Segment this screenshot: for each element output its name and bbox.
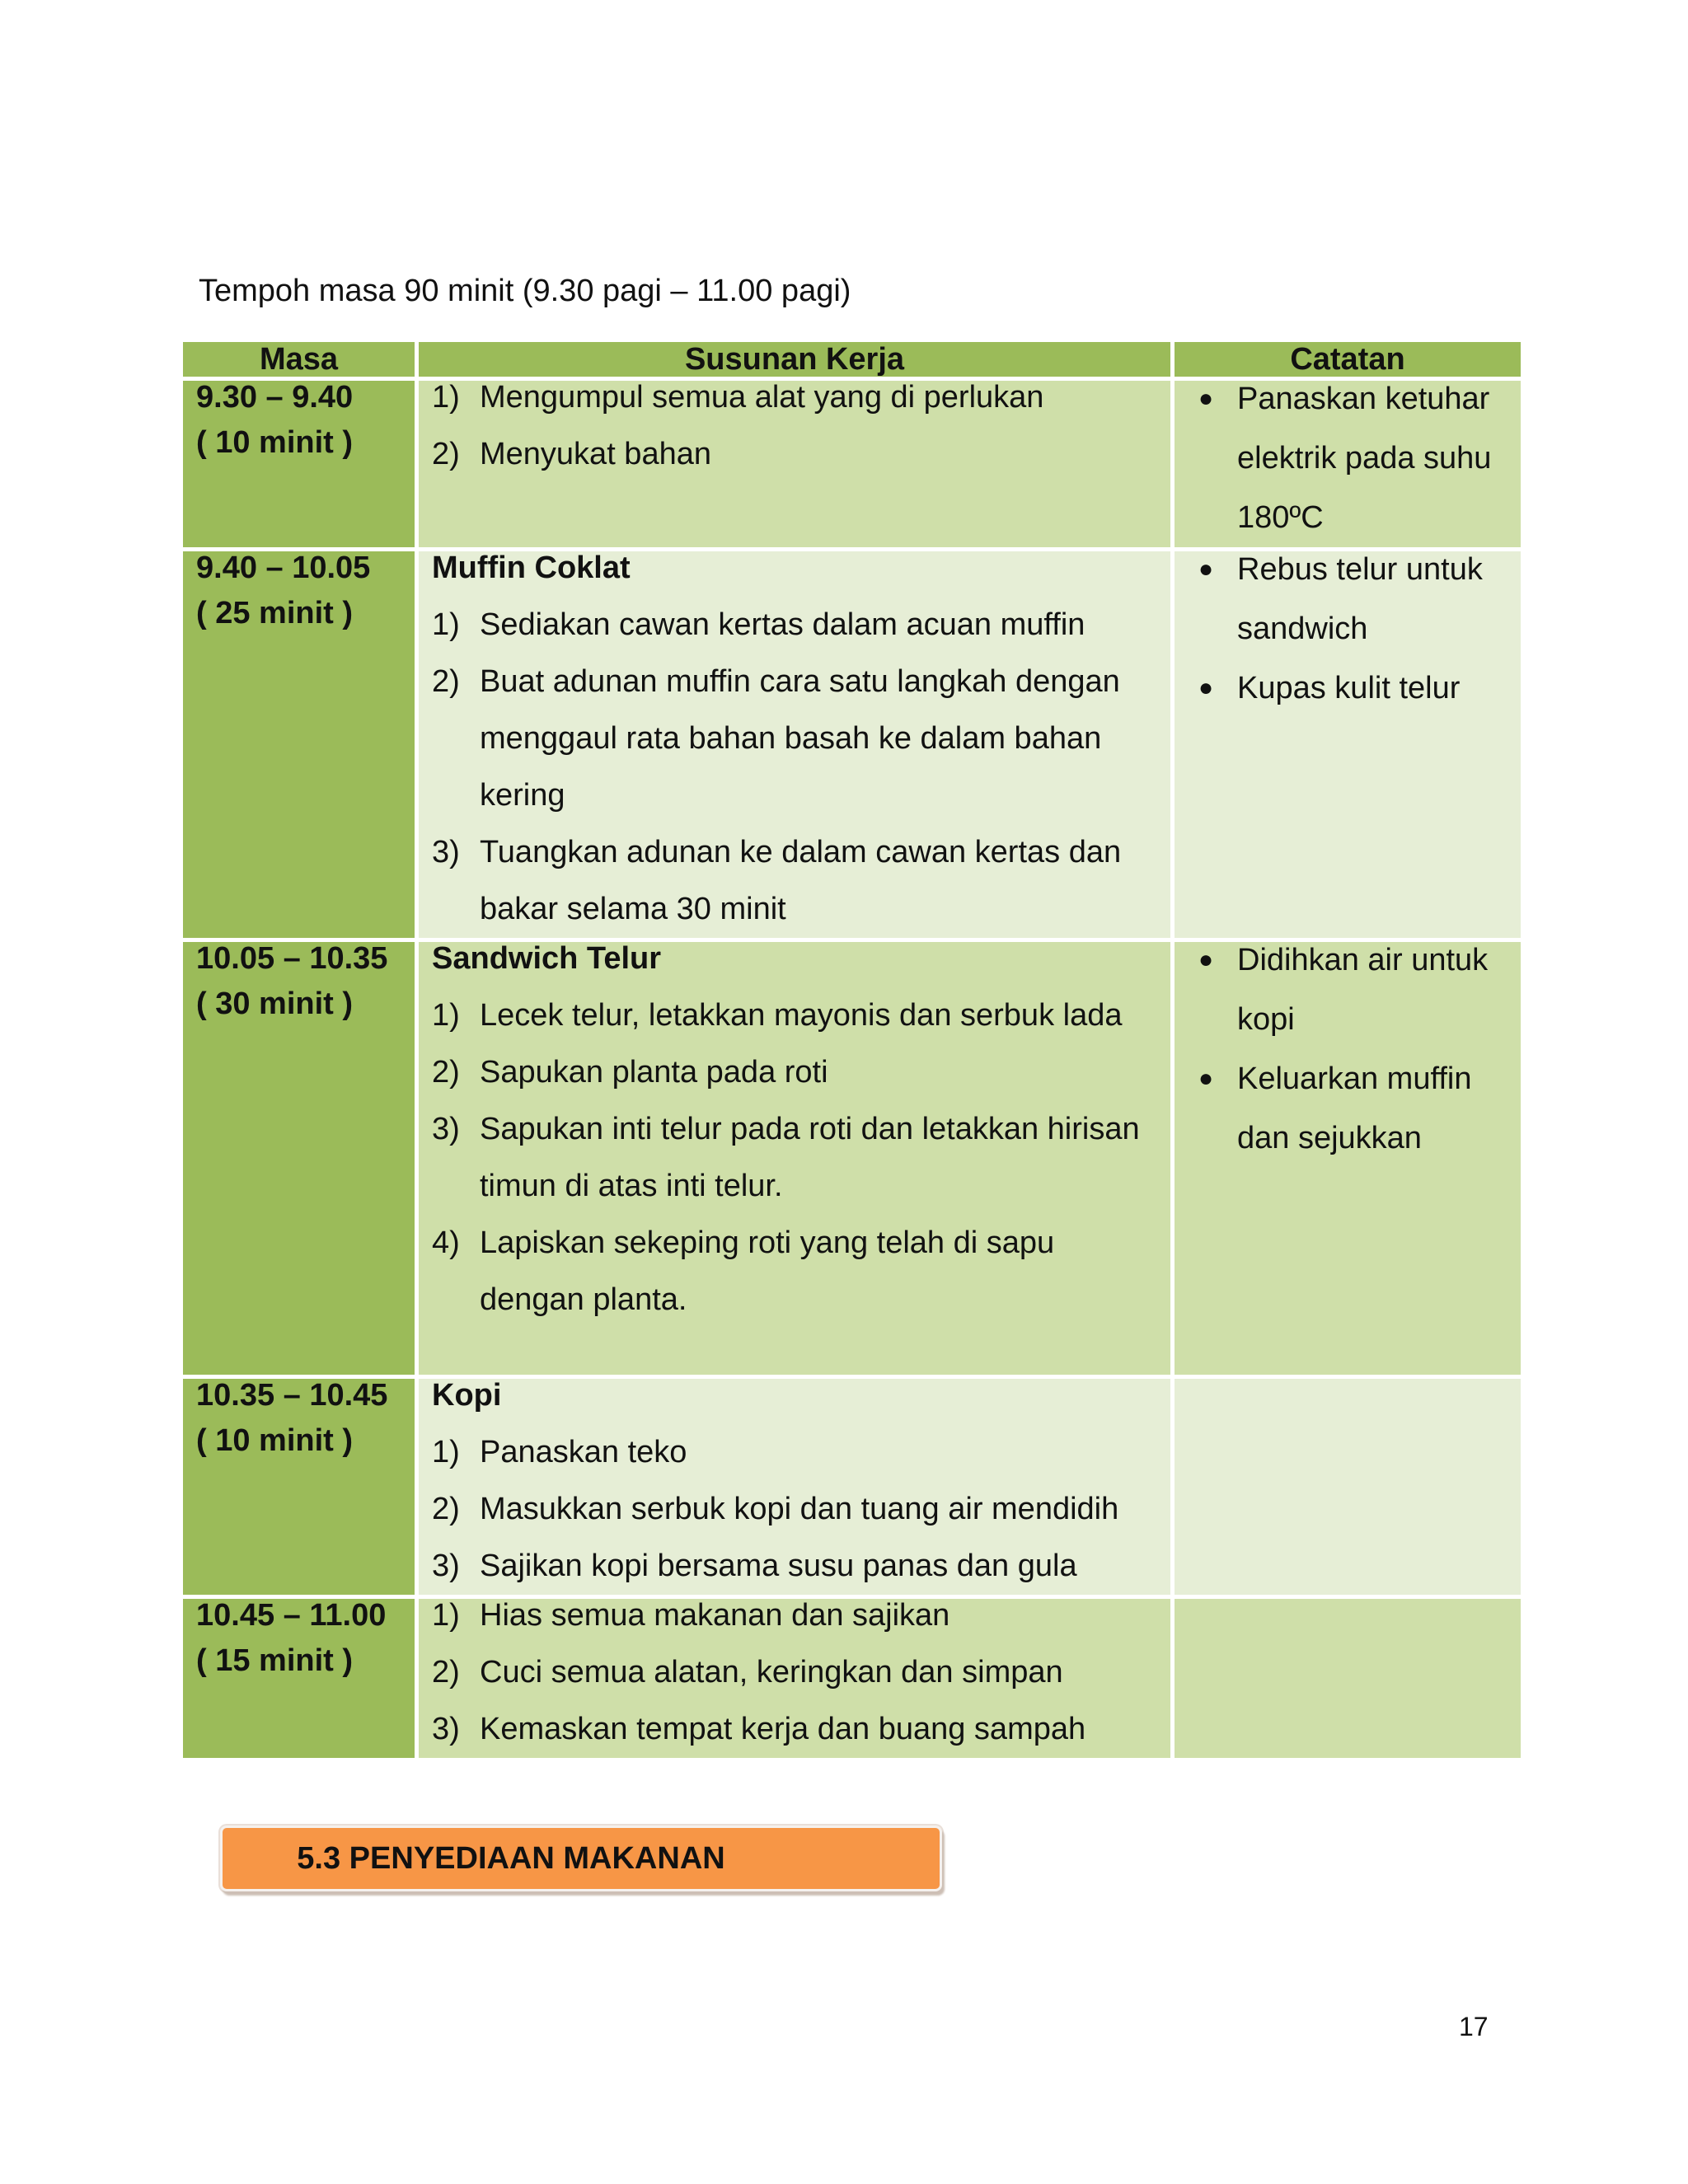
- step-number: 3): [432, 835, 460, 869]
- note-cell: [1175, 1599, 1521, 1758]
- work-cell: [419, 381, 1170, 547]
- time-cell: [183, 551, 415, 938]
- step-text: Lecek telur, letakkan mayonis dan serbuk lada: [480, 998, 1123, 1033]
- note-item: [1175, 658, 1521, 718]
- note-text: Panaskan ketuhar elektrik pada suhu 180ºC: [1237, 382, 1492, 535]
- bullet-icon: ●: [1198, 555, 1214, 583]
- table-row: [183, 1599, 1521, 1758]
- section-heading-button[interactable]: [220, 1825, 942, 1891]
- step-text: Masukkan serbuk kopi dan tuang air mendidih: [480, 1492, 1119, 1526]
- note-text: Kupas kulit telur: [1237, 671, 1461, 705]
- header-catatan: Catatan: [1175, 342, 1521, 377]
- work-step: [432, 1587, 1170, 1644]
- work-step: [432, 426, 1170, 483]
- note-cell: [1175, 551, 1521, 938]
- step-number: 3): [432, 1112, 460, 1146]
- step-text: Lapiskan sekeping roti yang telah di sapu dengan planta.: [480, 1226, 1055, 1317]
- step-text: Buat adunan muffin cara satu langkah dengan menggaul rata bahan basah ke dalam bahan kering: [480, 664, 1120, 813]
- time-range: 9.40 – 10.05: [196, 551, 371, 585]
- work-step: [432, 369, 1170, 426]
- time-range: 10.45 – 11.00: [196, 1598, 387, 1633]
- work-step: [432, 987, 1170, 1044]
- table-row: [183, 942, 1521, 1375]
- work-cell: [419, 1599, 1170, 1758]
- step-number: 2): [432, 437, 460, 471]
- schedule-intro: Tempoh masa 90 minit (9.30 pagi – 11.00 pagi): [199, 274, 851, 308]
- step-number: 1): [432, 1598, 460, 1633]
- duration: ( 25 minit ): [196, 596, 354, 630]
- page-number: 17: [1459, 2012, 1489, 2041]
- work-step: [432, 1215, 1170, 1329]
- step-text: Cuci semua alatan, keringkan dan simpan: [480, 1655, 1063, 1690]
- step-text: Hias semua makanan dan sajikan: [480, 1598, 950, 1633]
- step-text: Sediakan cawan kertas dalam acuan muffin: [480, 607, 1085, 642]
- bullet-icon: ●: [1198, 946, 1214, 973]
- step-text: Panaskan teko: [480, 1435, 687, 1469]
- work-step: [432, 1481, 1170, 1538]
- step-number: 1): [432, 380, 460, 415]
- note-text: Keluarkan muffin dan sejukkan: [1237, 1062, 1472, 1155]
- step-number: 3): [432, 1712, 460, 1746]
- table-row: [183, 1379, 1521, 1595]
- note-cell: [1175, 1379, 1521, 1595]
- time-range: 10.05 – 10.35: [196, 941, 388, 976]
- bullet-icon: ●: [1198, 385, 1214, 412]
- duration: ( 10 minit ): [196, 425, 354, 460]
- work-step: [432, 1538, 1170, 1595]
- work-step: [432, 1044, 1170, 1101]
- step-number: 2): [432, 1055, 460, 1090]
- bullet-icon: ●: [1198, 1065, 1214, 1092]
- step-number: 2): [432, 1492, 460, 1526]
- note-text: Didihkan air untuk kopi: [1237, 943, 1489, 1037]
- table-row: [183, 551, 1521, 938]
- step-text: Sapukan inti telur pada roti dan letakkan hirisan timun di atas inti telur.: [480, 1112, 1140, 1203]
- time-cell: [183, 942, 415, 1375]
- step-text: Tuangkan adunan ke dalam cawan kertas dan bakar selama 30 minit: [480, 835, 1122, 926]
- header-susunan-kerja: Susunan Kerja: [419, 342, 1170, 377]
- recipe-title: Kopi: [432, 1378, 502, 1413]
- section-heading-label: 5.3 PENYEDIAAN MAKANAN: [297, 1840, 725, 1876]
- work-cell: [419, 1379, 1170, 1595]
- note-item: [1175, 540, 1521, 658]
- step-text: Menyukat bahan: [480, 437, 711, 471]
- work-schedule-table: [179, 338, 1525, 1762]
- note-cell: [1175, 942, 1521, 1375]
- step-text: Mengumpul semua alat yang di perlukan: [480, 380, 1044, 415]
- time-cell: [183, 381, 415, 547]
- work-step: [432, 597, 1170, 654]
- duration: ( 10 minit ): [196, 1423, 354, 1458]
- work-cell: [419, 942, 1170, 1375]
- work-step: [432, 1424, 1170, 1481]
- step-text: Sajikan kopi bersama susu panas dan gula: [480, 1549, 1077, 1583]
- time-cell: [183, 1379, 415, 1595]
- step-number: 1): [432, 998, 460, 1033]
- recipe-title: Muffin Coklat: [432, 551, 631, 585]
- step-number: 2): [432, 664, 460, 699]
- step-number: 2): [432, 1655, 460, 1690]
- duration: ( 30 minit ): [196, 987, 354, 1021]
- step-number: 4): [432, 1226, 460, 1260]
- work-cell: [419, 551, 1170, 938]
- step-number: 1): [432, 1435, 460, 1469]
- note-text: Rebus telur untuk sandwich: [1237, 552, 1483, 646]
- bullet-icon: ●: [1198, 674, 1214, 701]
- duration: ( 15 minit ): [196, 1643, 354, 1678]
- work-step: [432, 824, 1170, 938]
- time-range: 10.35 – 10.45: [196, 1378, 388, 1413]
- time-cell: [183, 1599, 415, 1758]
- step-number: 3): [432, 1549, 460, 1583]
- time-range: 9.30 – 9.40: [196, 380, 354, 415]
- table-row: [183, 381, 1521, 547]
- work-step: [432, 654, 1170, 824]
- step-text: Sapukan planta pada roti: [480, 1055, 828, 1090]
- note-item: [1175, 1049, 1521, 1168]
- note-cell: [1175, 381, 1521, 547]
- work-step: [432, 1644, 1170, 1701]
- step-number: 1): [432, 607, 460, 642]
- header-masa: Masa: [183, 342, 415, 377]
- step-text: Kemaskan tempat kerja dan buang sampah: [480, 1712, 1086, 1746]
- note-item: [1175, 369, 1521, 547]
- work-step: [432, 1701, 1170, 1758]
- recipe-title: Sandwich Telur: [432, 941, 662, 976]
- note-item: [1175, 930, 1521, 1049]
- work-step: [432, 1101, 1170, 1215]
